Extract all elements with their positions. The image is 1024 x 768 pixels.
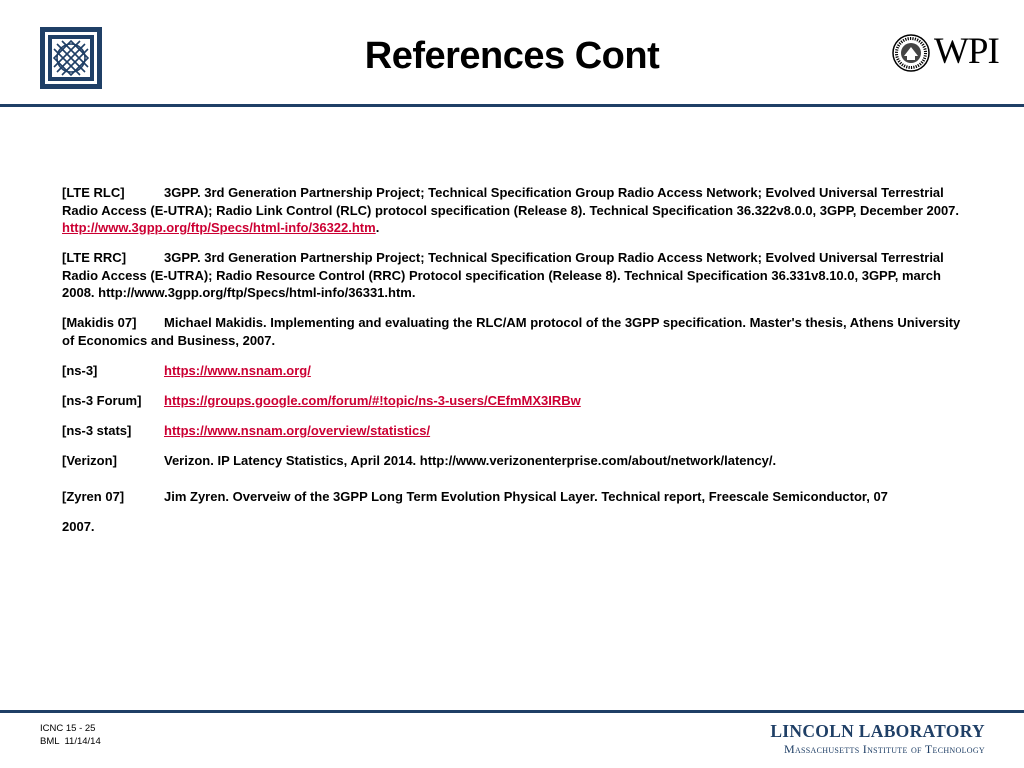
reference-key: [Makidis 07] (62, 315, 137, 330)
reference-link[interactable]: https://groups.google.com/forum/#!topic/ns-3-users/CEfmMX3IRBw (164, 392, 581, 408)
lab-name: LINCOLN LABORATORY (770, 721, 985, 741)
reference-link[interactable]: http://www.3gpp.org/ftp/Specs/html-info/36322.htm (62, 220, 376, 235)
reference-key: [ns-3] (62, 362, 98, 378)
lincoln-lab-wordmark (760, 721, 985, 757)
reference-ns3 (62, 362, 972, 380)
page-title: References Cont (364, 35, 660, 77)
reference-key: [Verizon] (62, 452, 117, 468)
reference-text: 3GPP. 3rd Generation Partnership Project; Technical Specification Group Radio Access Network; Evolved Universal Terrestrial Radio Access (E-UTRA); Radio Link Control (RLC) protocol specification (Release 8). Technical Specification 36.322v8.0.0, 3GPP, December 2007. (62, 185, 960, 218)
footer-divider (0, 710, 1024, 713)
reference-lte-rrc (62, 249, 972, 302)
wpi-wordmark: WPI (934, 31, 999, 72)
reference-text: Michael Makidis. Implementing and evaluating the RLC/AM protocol of the 3GPP specification. Master's thesis, Athens University of Economics and Business, 2007. (62, 315, 961, 348)
reference-list (62, 184, 972, 548)
header-divider (0, 104, 1024, 107)
footer-slide-info (40, 722, 101, 748)
reference-text: Verizon. IP Latency Statistics, April 2014. http://www.verizonenterprise.com/about/network/latency/. (164, 452, 777, 468)
reference-verizon (62, 452, 972, 470)
slide-header (0, 0, 1024, 108)
author-date: BML 11/14/14 (40, 736, 101, 747)
slide-id: ICNC 15 - 25 (40, 723, 96, 734)
institute-name: Massachusetts Institute of Technology (784, 742, 985, 756)
reference-key: [ns-3 stats] (62, 422, 132, 438)
reference-key: [Zyren 07] (62, 489, 125, 504)
reference-year: 2007. (62, 518, 95, 534)
reference-zyren (62, 488, 972, 535)
reference-ns3-forum (62, 392, 972, 410)
wpi-logo (892, 31, 1012, 72)
reference-text: 3GPP. 3rd Generation Partnership Project; Technical Specification Group Radio Access Network; Evolved Universal Terrestrial Radio Access (E-UTRA); Radio Resource Control (RRC) Protocol specification (Release 8). Technical Specification 36.331v8.10.0, 3GPP, march 2008. http://www.3gpp.org/ftp/Specs/html-info/36331.htm. (62, 250, 944, 300)
wpi-seal-icon (892, 34, 930, 72)
reference-link[interactable]: https://www.nsnam.org/ (164, 362, 311, 378)
reference-lte-rlc (62, 184, 972, 237)
reference-punct: . (375, 220, 380, 235)
reference-makidis (62, 314, 972, 349)
reference-text: Jim Zyren. Overveiw of the 3GPP Long Term Evolution Physical Layer. Technical report, Freescale Semiconductor, 07 (164, 489, 888, 504)
reference-key: [LTE RRC] (62, 250, 127, 265)
reference-ns3-stats (62, 422, 972, 440)
reference-link[interactable]: https://www.nsnam.org/overview/statistics/ (164, 422, 431, 438)
reference-key: [LTE RLC] (62, 185, 125, 200)
reference-key: [ns-3 Forum] (62, 392, 142, 408)
